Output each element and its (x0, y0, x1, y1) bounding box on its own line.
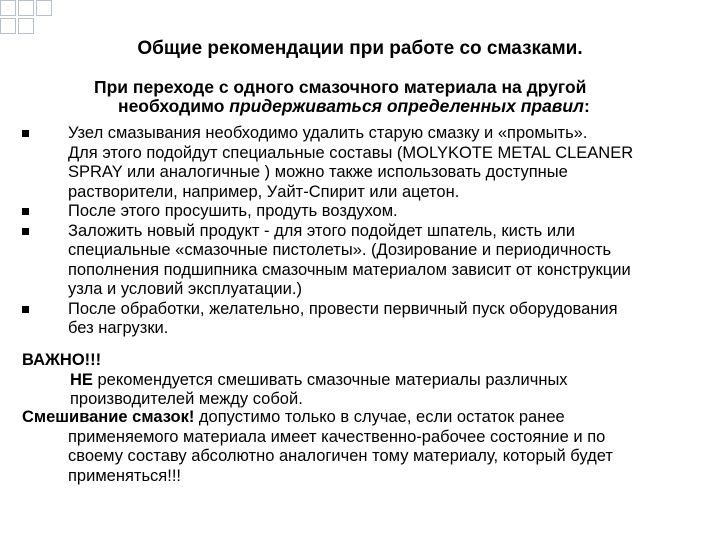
mixing-line: своему составу абсолютно аналогичен тому материалу, который будет (68, 447, 613, 465)
subtitle-italic: придерживаться определенных правил (229, 96, 584, 116)
subtitle-line-1: При переходе с одного смазочного материала на другой (94, 77, 587, 97)
bullet-item (22, 222, 712, 300)
bullet-icon (22, 228, 29, 235)
bullet-line: Узел смазывания необходимо удалить старую смазку и «промыть». (68, 124, 588, 142)
decorative-squares (0, 0, 720, 40)
bullet-line: Для этого подойдут специальные составы (MOLYKOTE METAL CLEANER (68, 143, 634, 162)
important-line-1 (22, 371, 702, 391)
bullet-line: После обработки, желательно, провести первичный пуск оборудования (68, 299, 618, 318)
mixing-line-1 (22, 408, 712, 428)
bullet-line: узла и условий эксплуатации.) (68, 280, 302, 298)
mixing-note (22, 408, 712, 486)
mixing-bold: Смешивание смазок! (22, 408, 195, 426)
subtitle-line-2 (94, 97, 694, 116)
bullet-line: SPRAY или аналогичные ) можно также использовать доступные (68, 163, 568, 181)
subtitle-end: : (583, 96, 590, 116)
bullet-line: После этого просушить, продуть воздухом. (68, 202, 398, 220)
mixing-line: применяться!!! (68, 466, 181, 485)
mixing-text: допустимо только в случае, если остаток ранее (194, 408, 565, 426)
subtitle-plain: необходимо (118, 96, 230, 116)
subtitle (94, 78, 694, 116)
bullet-line: специальные «смазочные пистолеты». (Дозирование и периодичность (68, 241, 612, 259)
bullet-icon (22, 130, 29, 137)
important-text: рекомендуется смешивать смазочные материалы различных (92, 370, 568, 389)
bullet-icon (22, 208, 29, 215)
important-line-2: производителей между собой. (70, 390, 303, 408)
bullet-list (22, 124, 712, 339)
bullet-item (22, 124, 712, 202)
bullet-line: Заложить новый продукт - для этого подойдет шпатель, кисть или (68, 221, 575, 240)
important-ne: НЕ (70, 370, 93, 389)
important-note (22, 351, 702, 410)
page-title: Общие рекомендации при работе со смазками. (137, 38, 583, 59)
bullet-icon (22, 306, 29, 313)
bullet-item (22, 300, 712, 339)
bullet-line: пополнения подшипника смазочным материалом зависит от конструкции (68, 260, 631, 279)
important-heading: ВАЖНО!!! (22, 351, 102, 369)
bullet-line: без нагрузки. (68, 319, 169, 337)
bullet-line: растворители, например, Уайт-Спирит или ацетон. (68, 182, 460, 201)
bullet-item (22, 202, 712, 222)
mixing-line: применяемого материала имеет качественно-рабочее состояние и по (68, 427, 606, 446)
